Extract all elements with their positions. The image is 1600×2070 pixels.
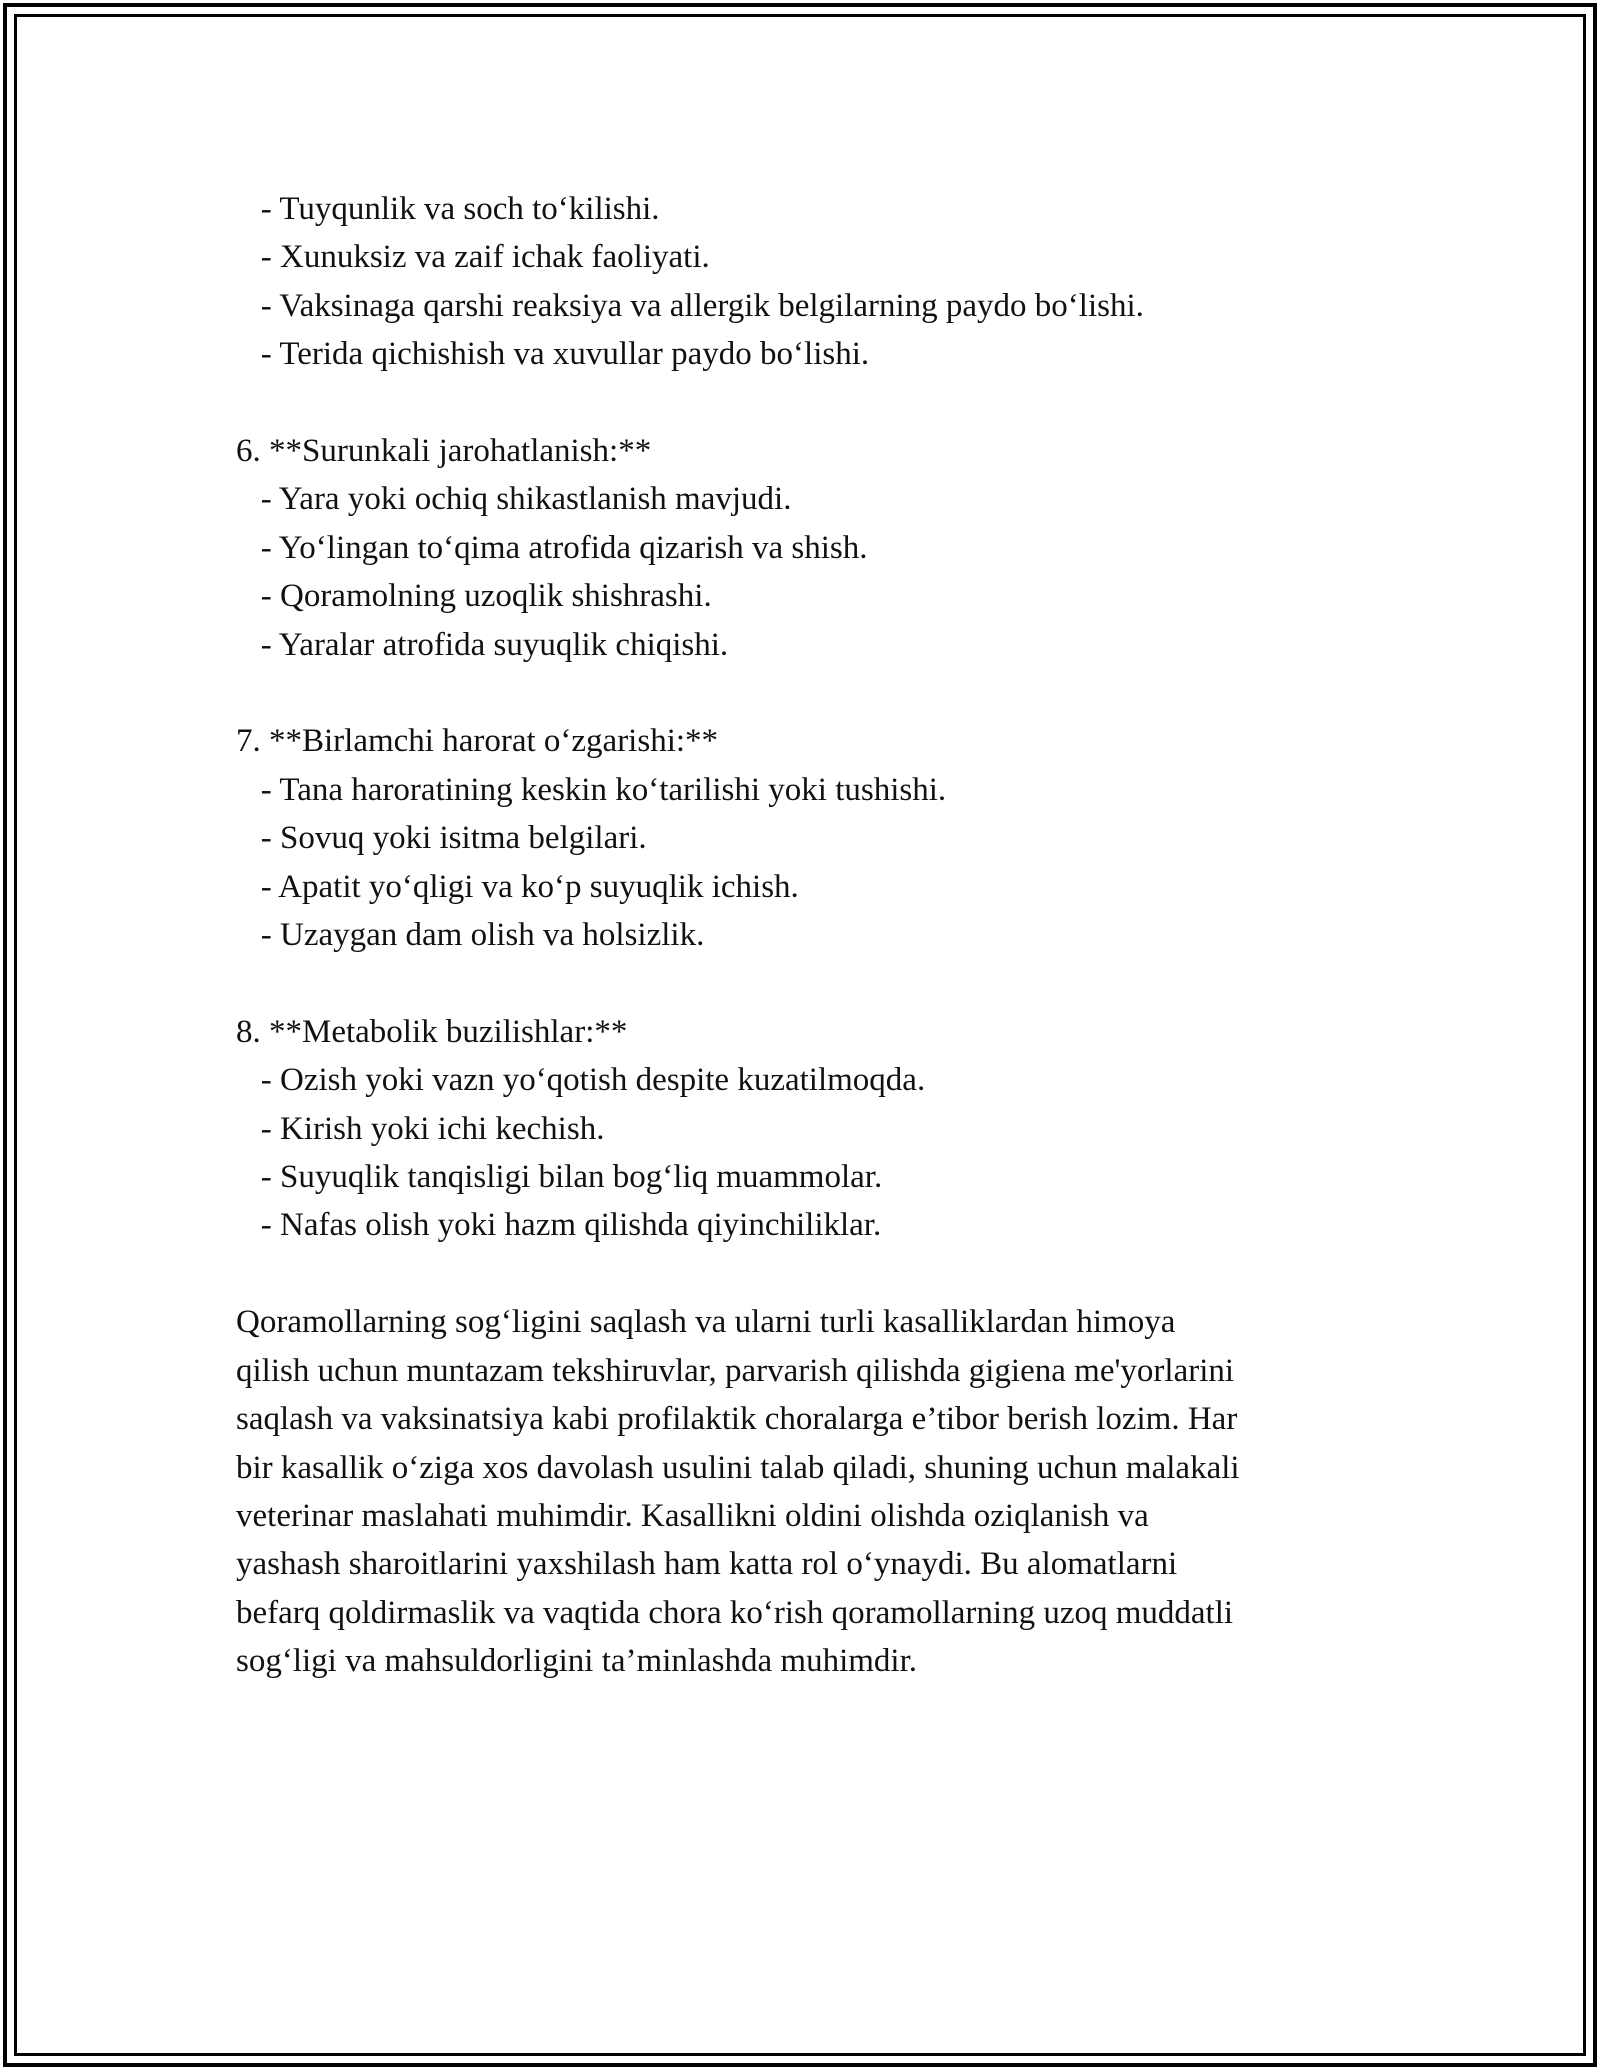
list-item: - Yara yoki ochiq shikastlanish mavjudi. xyxy=(236,481,792,518)
paragraph-line: bir kasallik o‘ziga xos davolash usulini talab qiladi, shuning uchun malakali xyxy=(236,1449,1240,1486)
list-item: - Ozish yoki vazn yo‘qotish despite kuzatilmoqda. xyxy=(236,1062,926,1099)
paragraph-line: yashash sharoitlarini yaxshilash ham katta rol o‘ynaydi. Bu alomatlarni xyxy=(236,1546,1178,1583)
paragraph-line: sog‘ligi va mahsuldorligini ta’minlashda muhimdir. xyxy=(236,1643,918,1680)
list-item: - Vaksinaga qarshi reaksiya va allergik belgilarning paydo bo‘lishi. xyxy=(236,287,1144,324)
intro-list xyxy=(236,185,1366,379)
paragraph-line: saqlash va vaksinatsiya kabi profilaktik choralarga e’tibor berish lozim. Har xyxy=(236,1401,1238,1438)
list-item: - Apatit yo‘qligi va ko‘p suyuqlik ichish. xyxy=(236,868,799,905)
list-item: - Yo‘lingan to‘qima atrofida qizarish va shish. xyxy=(236,529,868,566)
list-item: - Sovuq yoki isitma belgilari. xyxy=(236,820,647,857)
list-item: - Qoramolning uzoqlik shishrashi. xyxy=(236,578,712,615)
spacer xyxy=(236,669,1366,717)
spacer xyxy=(236,1250,1366,1298)
list-item: - Nafas olish yoki hazm qilishda qiyinchiliklar. xyxy=(236,1207,882,1244)
section-heading: 8. **Metabolik buzilishlar:** xyxy=(236,1013,628,1050)
section-heading: 7. **Birlamchi harorat o‘zgarishi:** xyxy=(236,723,719,760)
list-item: - Tana haroratining keskin ko‘tarilishi yoki tushishi. xyxy=(236,771,947,808)
conclusion-paragraph xyxy=(236,1298,1366,1685)
list-item: - Yaralar atrofida suyuqlik chiqishi. xyxy=(236,626,729,663)
paragraph-line: Qoramollarning sog‘ligini saqlash va ularni turli kasalliklardan himoya xyxy=(236,1304,1176,1341)
section-6 xyxy=(236,427,1366,669)
list-item: - Xunuksiz va zaif ichak faoliyati. xyxy=(236,239,710,276)
section-7 xyxy=(236,717,1366,959)
document-body xyxy=(236,185,1366,1686)
list-item: - Uzaygan dam olish va holsizlik. xyxy=(236,917,705,954)
list-item: - Tuyqunlik va soch to‘kilishi. xyxy=(236,191,660,227)
section-8 xyxy=(236,1008,1366,1250)
spacer xyxy=(236,379,1366,427)
spacer xyxy=(236,959,1366,1007)
list-item: - Terida qichishish va xuvullar paydo bo‘lishi. xyxy=(236,336,870,373)
list-item: - Kirish yoki ichi kechish. xyxy=(236,1110,605,1147)
paragraph-line: qilish uchun muntazam tekshiruvlar, parvarish qilishda gigiena me'yorlarini xyxy=(236,1352,1235,1389)
paragraph-line: befarq qoldirmaslik va vaqtida chora ko‘rish qoramollarning uzoq muddatli xyxy=(236,1594,1234,1631)
paragraph-line: veterinar maslahati muhimdir. Kasallikni oldini olishda oziqlanish va xyxy=(236,1497,1149,1534)
list-item: - Suyuqlik tanqisligi bilan bog‘liq muammolar. xyxy=(236,1159,883,1196)
section-heading: 6. **Surunkali jarohatlanish:** xyxy=(236,433,652,470)
